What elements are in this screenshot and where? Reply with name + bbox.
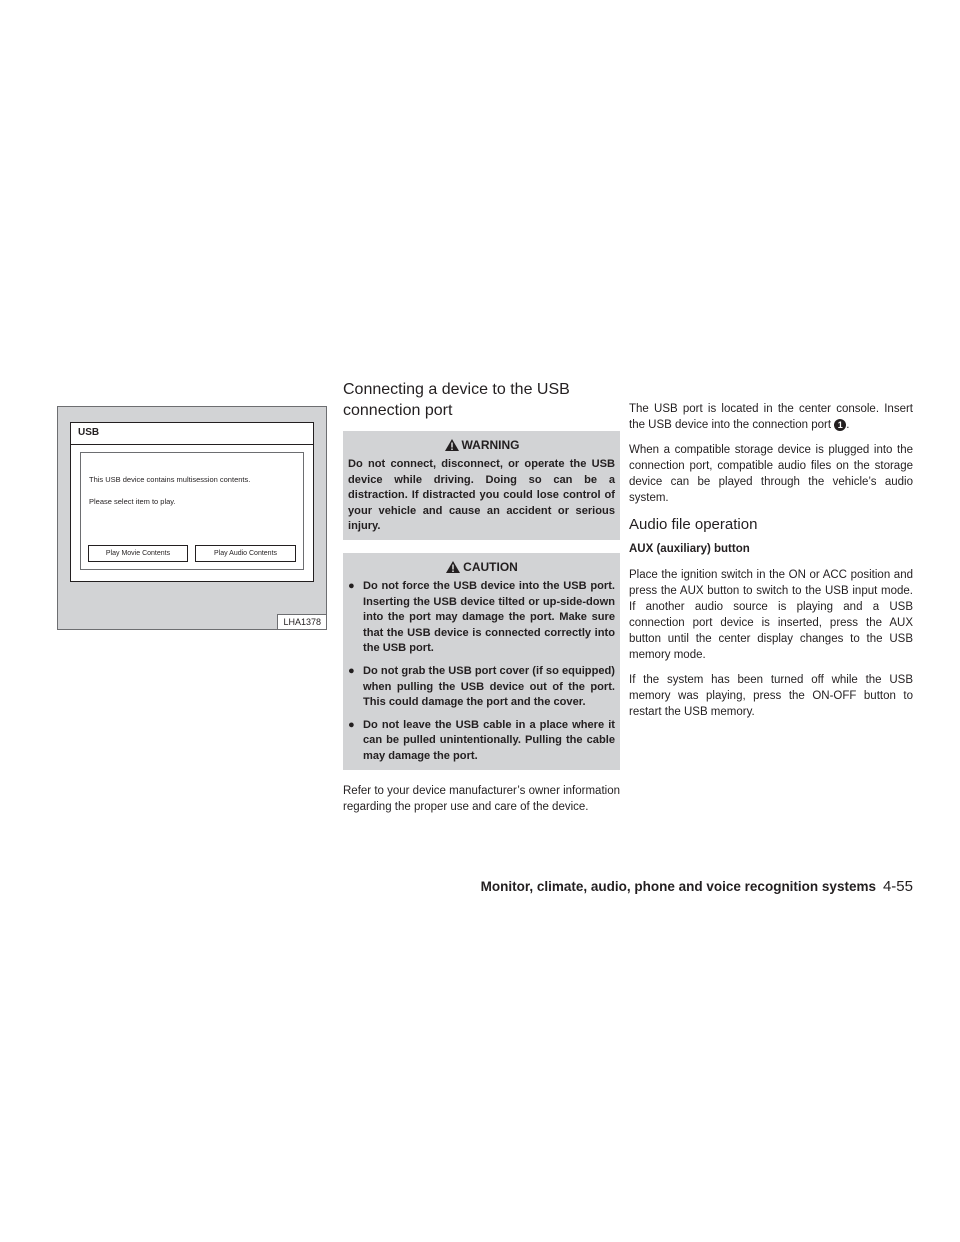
footer-section-title: Monitor, climate, audio, phone and voice recognition systems <box>480 879 876 894</box>
warning-header <box>348 438 615 452</box>
figure-id-label: LHA1378 <box>277 614 326 629</box>
play-movie-contents-button: Play Movie Contents <box>88 545 188 562</box>
audio-operation-column <box>629 401 913 729</box>
caution-triangle-icon <box>445 560 461 574</box>
dialog-message-line2: Please select item to play. <box>89 497 176 506</box>
section-heading-line2: connection port <box>343 402 453 419</box>
caution-box <box>343 553 620 770</box>
usb-screen-display <box>70 422 314 582</box>
aux-button-heading: AUX (auxiliary) button <box>629 543 750 555</box>
restart-paragraph: If the system has been turned off while the USB memory was playing, press the ON-OFF button to restart the USB memory. <box>629 674 913 718</box>
refer-paragraph: Refer to your device manufacturer’s owner information regarding the proper use and care of the device. <box>343 784 620 813</box>
caution-item: ● Do not grab the USB port cover (if so equipped) when pulling the USB device out of the port. This could damage the port and the cover. <box>348 664 615 709</box>
caution-label: CAUTION <box>463 559 518 574</box>
section-heading <box>343 379 620 421</box>
page-number: 4-55 <box>882 878 913 895</box>
section-heading-line1: Connecting a device to the USB <box>343 381 570 398</box>
aux-paragraph: Place the ignition switch in the ON or ACC position and press the AUX button to switch to the USB input mode. If another audio source is playing and a USB connection port device is inserted, press the AUX button until the center display changes to the USB memory mode. <box>629 569 913 661</box>
caution-header <box>348 560 615 574</box>
screen-title: USB <box>78 427 100 438</box>
usb-connection-column <box>343 379 620 815</box>
caution-item: ● Do not leave the USB cable in a place where it can be pulled unintentionally. Pulling the cable may damage the port. <box>348 718 615 762</box>
page-footer <box>481 878 913 895</box>
screen-title-bar <box>71 423 313 445</box>
warning-box <box>343 431 620 540</box>
warning-triangle-icon <box>444 438 460 452</box>
caution-list <box>348 579 615 765</box>
warning-text: Do not connect, disconnect, or operate the USB device while driving. Doing so can be a distraction. If distracted you could lose control of your vehicle and cause an accident or serious injury. <box>348 458 615 533</box>
usb-screen-figure <box>57 406 327 630</box>
compatible-device-paragraph: When a compatible storage device is plugged into the connection port, compatible audio files on the storage device can be played through the vehicle’s audio system. <box>629 444 913 504</box>
bullet-icon: ● <box>348 579 355 592</box>
caution-item: ● Do not force the USB device into the USB port. Inserting the USB device tilted or up-side-down into the port may damage the port. Make sure that the USB device is connected correctly into the USB port. <box>348 579 615 655</box>
dialog-message-line1: This USB device contains multisession contents. <box>89 475 251 484</box>
bullet-icon: ● <box>348 718 355 731</box>
bullet-icon: ● <box>348 664 355 677</box>
circled-number-icon: 1 <box>834 419 846 431</box>
play-audio-contents-button: Play Audio Contents <box>195 545 296 562</box>
warning-label: WARNING <box>461 438 520 452</box>
usb-port-paragraph: The USB port is located in the center console. Insert the USB device into the connection port 1 . <box>629 403 913 431</box>
audio-file-heading: Audio file operation <box>629 516 758 533</box>
multisession-dialog <box>80 452 304 570</box>
